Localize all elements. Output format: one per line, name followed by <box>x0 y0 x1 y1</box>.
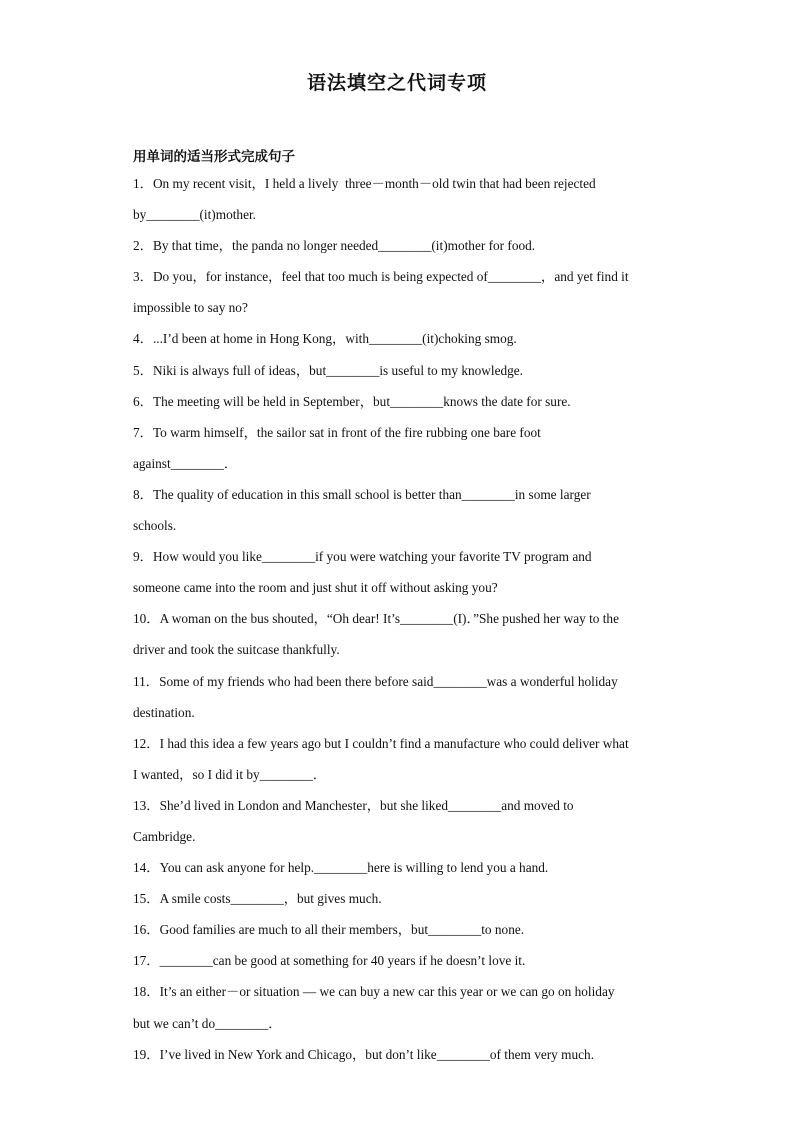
question-line: by________(it)mother. <box>133 207 256 223</box>
question-line: 2．By that time，the panda no longer needed________(it)mother for food. <box>133 238 536 254</box>
question-line: impossible to say no? <box>133 300 248 316</box>
question-item <box>133 323 658 354</box>
question-item <box>133 852 658 883</box>
question-item <box>133 386 658 417</box>
question-line: 14．You can ask anyone for help.________here is willing to lend you a hand. <box>133 860 549 876</box>
question-item <box>133 883 658 914</box>
question-line: but we can’t do________． <box>133 1015 282 1031</box>
question-item <box>133 1039 658 1070</box>
question-item <box>133 945 658 976</box>
question-line: 7．To warm himself，the sailor sat in front of the fire rubbing one bare foot <box>133 424 541 440</box>
question-line: destination. <box>133 704 195 720</box>
question-line: 18．It’s an either－or situation — we can buy a new car this year or we can go on holiday <box>133 984 615 1000</box>
question-item <box>133 914 658 945</box>
question-item <box>133 261 658 323</box>
page-title: 语法填空之代词专项 <box>306 72 487 94</box>
question-item <box>133 168 658 230</box>
question-line: someone came into the room and just shut it off without asking you? <box>133 580 498 596</box>
question-line: 12．I had this idea a few years ago but I couldn’t find a manufacture who could deliver what <box>133 735 629 751</box>
question-line: 17．________can be good at something for 40 years if he doesn’t love it. <box>133 953 526 969</box>
question-line: Cambridge. <box>133 828 196 844</box>
question-item <box>133 355 658 386</box>
question-line: 3．Do you，for instance，feel that too much is being expected of________，and yet find it <box>133 269 629 285</box>
question-item <box>133 541 658 603</box>
question-item <box>133 230 658 261</box>
section-instruction: 用单词的适当形式完成句子 <box>133 149 295 165</box>
question-line: 9．How would you like________if you were watching your favorite TV program and <box>133 549 592 565</box>
question-line: I wanted，so I did it by________． <box>133 766 327 782</box>
question-line: 10．A woman on the bus shouted，“Oh dear! It’s________(I)．”She pushed her way to the <box>133 611 619 627</box>
question-line: 6．The meeting will be held in September，but________knows the date for sure. <box>133 393 571 409</box>
question-line: schools. <box>133 518 177 534</box>
question-item <box>133 666 658 728</box>
question-list <box>133 168 658 1070</box>
question-line: 11．Some of my friends who had been there before said________was a wonderful holiday <box>133 673 618 689</box>
question-line: 13．She’d lived in London and Manchester，but she liked________and moved to <box>133 797 574 813</box>
question-line: 19．I’ve lived in New York and Chicago，but don’t like________of them very much. <box>133 1046 595 1062</box>
question-line: against________． <box>133 455 238 471</box>
question-line: 16．Good families are much to all their members，but________to none. <box>133 922 525 938</box>
question-item <box>133 976 658 1038</box>
question-item <box>133 417 658 479</box>
question-line: 5．Niki is always full of ideas，but________is useful to my knowledge. <box>133 362 523 378</box>
question-item <box>133 790 658 852</box>
question-line: driver and took the suitcase thankfully. <box>133 642 340 658</box>
question-item <box>133 603 658 665</box>
question-line: 1．On my recent visit，I held a lively three－month－old twin that had been rejected <box>133 176 596 191</box>
question-item <box>133 479 658 541</box>
question-item <box>133 728 658 790</box>
question-line: 8．The quality of education in this small school is better than________in some larger <box>133 486 591 502</box>
question-line: 15．A smile costs________，but gives much. <box>133 891 382 907</box>
question-line: 4．...I’d been at home in Hong Kong，with________(it)choking smog. <box>133 331 517 347</box>
